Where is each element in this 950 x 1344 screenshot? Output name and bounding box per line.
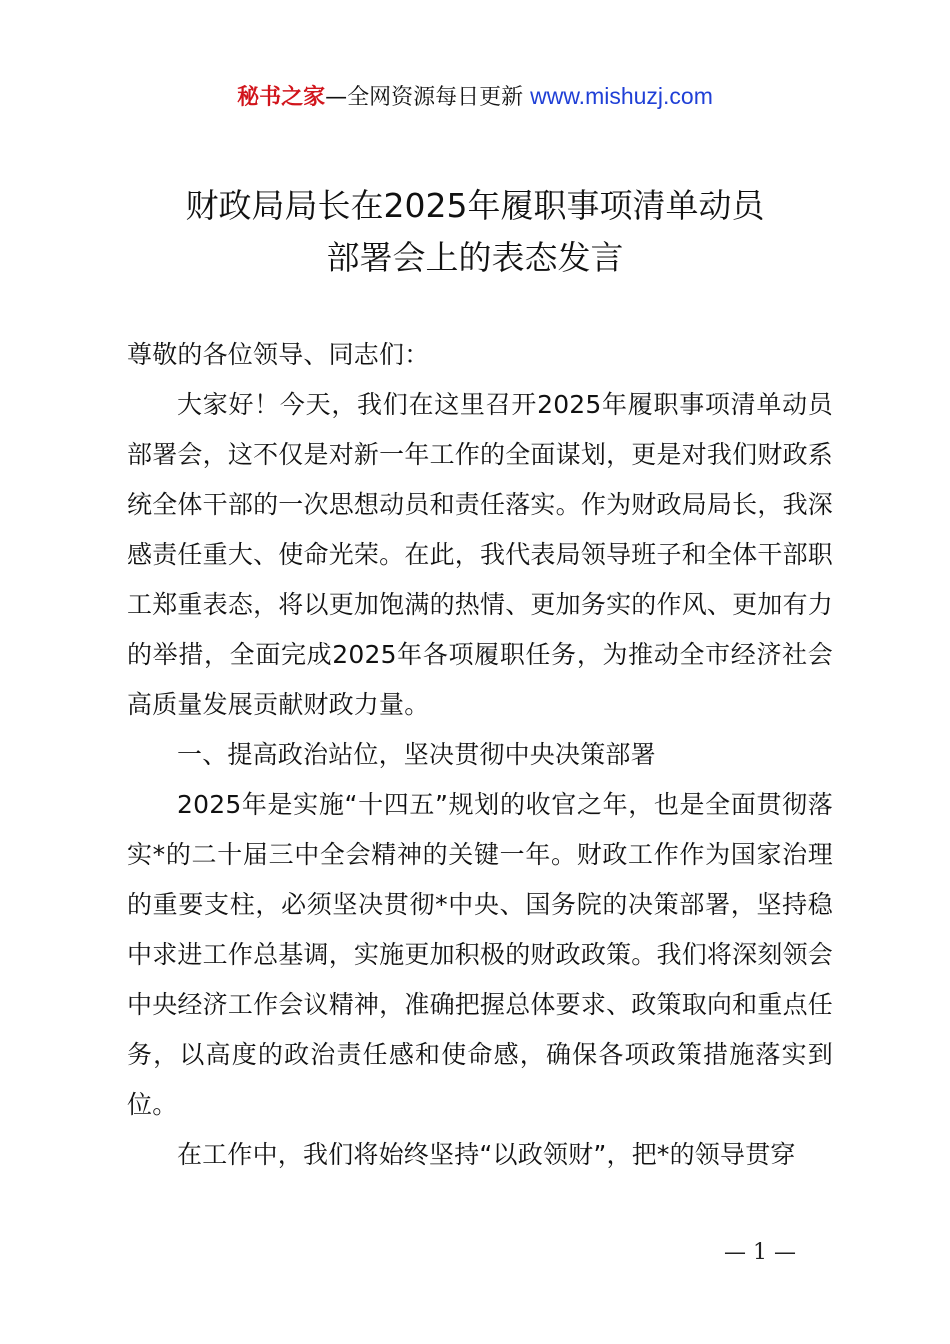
document-body	[127, 330, 833, 1180]
document-title	[0, 180, 950, 284]
banner-url-link[interactable]: www.mishuzj.com	[530, 83, 713, 109]
paragraph-continued: 在工作中，我们将始终坚持“以政领财”，把*的领导贯穿	[177, 1140, 796, 1169]
page-number: — 1 —	[724, 1240, 796, 1265]
section-heading: 一、提高政治站位，坚决贯彻中央决策部署	[177, 740, 656, 769]
paragraph-section-1: 2025年是实施“十四五”规划的收官之年，也是全面贯彻落实*的二十届三中全会精神的关键一年。财政工作作为国家治理的重要支柱，必须坚决贯彻*中央、国务院的决策部署，坚持稳中求进工作总基调，实施更加积极的财政政策。我们将深刻领会中央经济工作会议精神，准确把握总体要求、政策取向和重点任务，以高度的政治责任感和使命感，确保各项政策措施落实到位。	[127, 790, 833, 1119]
banner-brand: 秘书之家	[237, 85, 326, 110]
banner-tagline: —全网资源每日更新	[325, 85, 531, 110]
title-line-2: 部署会上的表态发言	[326, 238, 624, 277]
salutation: 尊敬的各位领导、同志们：	[127, 340, 430, 369]
source-banner	[0, 80, 950, 114]
title-line-1: 财政局局长在2025年履职事项清单动员	[185, 186, 765, 225]
paragraph-opening: 大家好！今天，我们在这里召开2025年履职事项清单动员部署会，这不仅是对新一年工作的全面谋划，更是对我们财政系统全体干部的一次思想动员和责任落实。作为财政局局长，我深感责任重大、使命光荣。在此，我代表局领导班子和全体干部职工郑重表态，将以更加饱满的热情、更加务实的作风、更加有力的举措，全面完成2025年各项履职任务，为推动全市经济社会高质量发展贡献财政力量。	[127, 390, 833, 719]
